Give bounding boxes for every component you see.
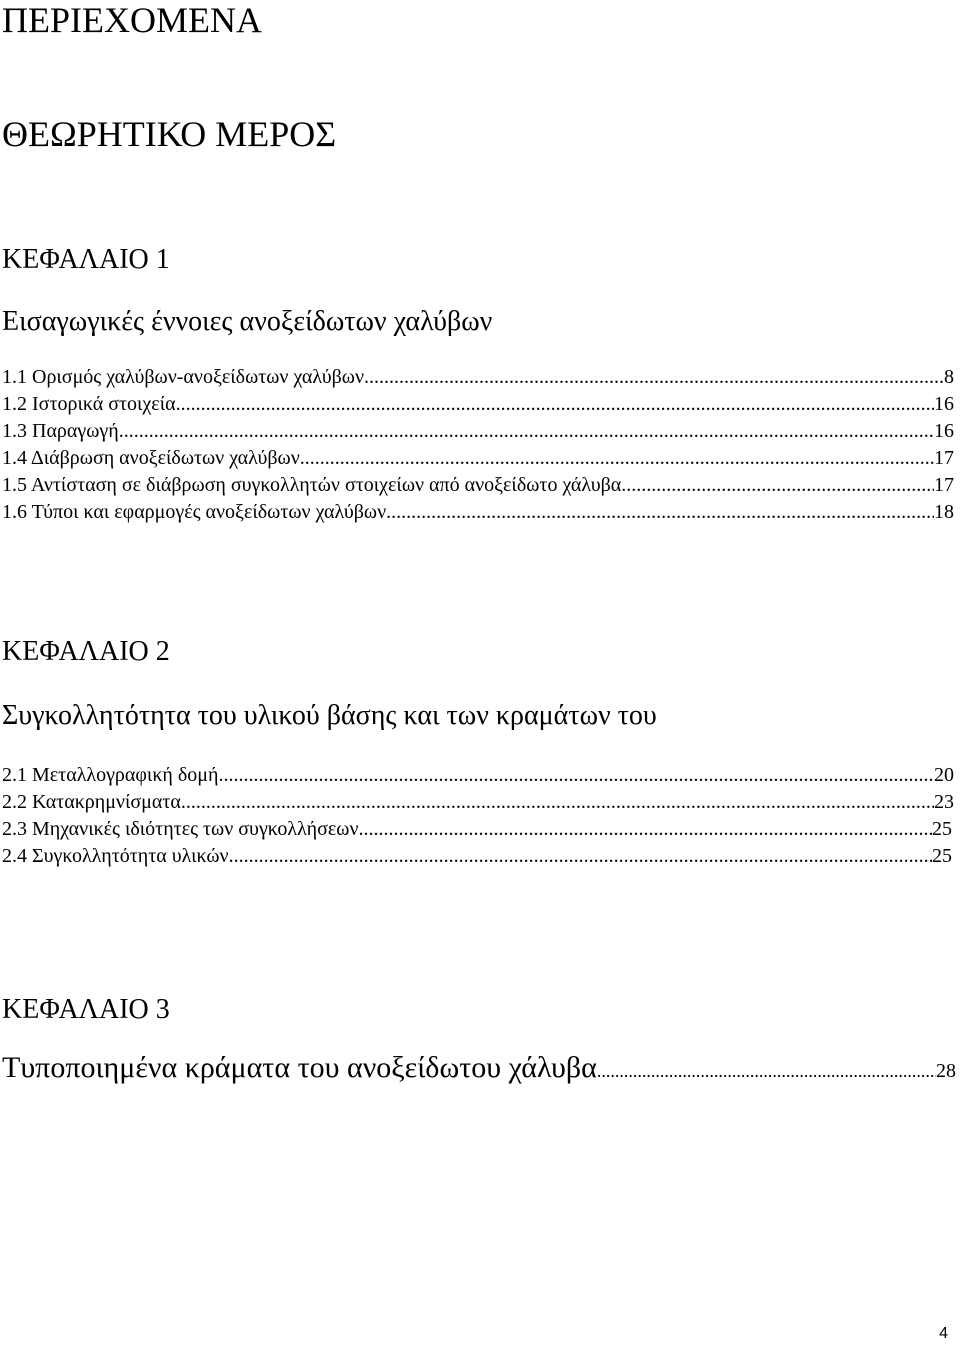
toc-entry-1-6[interactable] [2,500,954,524]
toc-entry-page: 28 [936,1060,956,1082]
toc-entry-label: 1.4 Διάβρωση ανοξείδωτων χαλύβων [2,447,300,469]
dot-leader [229,844,932,868]
dot-leader [176,392,934,416]
toc-entry-1-1[interactable] [2,365,954,389]
toc-entry-1-3[interactable] [2,419,954,443]
dot-leader [119,419,934,443]
toc-entry-page: 23 [934,791,954,813]
dot-leader [621,473,934,497]
toc-entry-label: 2.2 Κατακρημνίσματα [2,791,181,813]
toc-entry-2-2[interactable] [2,790,954,814]
toc-entry-label: 2.4 Συγκολλητότητα υλικών [2,845,229,867]
chapter-1-heading: ΚΕΦΑΛΑΙΟ 1 [2,244,170,275]
toc-entry-page: 17 [934,474,954,496]
toc-entry-label: 2.3 Μηχανικές ιδιότητες των συγκολλήσεων [2,818,359,840]
toc-entry-page: 8 [944,366,954,388]
dot-leader [218,763,934,787]
chapter-3-subtitle: Τυποποιημένα κράματα του ανοξείδωτου χάλυβα [2,1051,597,1084]
chapter-2-subtitle: Συγκολλητότητα του υλικού βάσης και των κραμάτων του [2,700,657,731]
toc-entry-label: 1.3 Παραγωγή [2,420,119,442]
toc-entry-page: 25 [932,845,952,867]
chapter-3-heading: ΚΕΦΑΛΑΙΟ 3 [2,994,170,1025]
toc-entry-label: 1.6 Τύποι και εφαρμογές ανοξείδωτων χαλύβων [2,501,387,523]
toc-entry-page: 17 [934,447,954,469]
toc-entry-label: 1.5 Αντίσταση σε διάβρωση συγκολλητών στοιχείων από ανοξείδωτο χάλυβα [2,474,622,496]
toc-entry-2-1[interactable] [2,763,954,787]
dot-leader [364,365,944,389]
toc-entry-label: 2.1 Μεταλλογραφική δομή [2,764,219,786]
chapter-2-heading: ΚΕΦΑΛΑΙΟ 2 [2,636,170,667]
toc-entry-1-4[interactable] [2,446,954,470]
dot-leader [386,500,934,524]
toc-entry-page: 16 [934,420,954,442]
dot-leader [597,1061,936,1082]
toc-entry-1-5[interactable] [2,473,954,497]
chapter-1-subtitle: Εισαγωγικές έννοιες ανοξείδωτων χαλύβων [2,306,493,337]
toc-entry-page: 16 [934,393,954,415]
dot-leader [358,817,932,841]
toc-entry-2-3[interactable] [2,817,952,841]
toc-title: ΠΕΡΙΕΧΟΜΕΝΑ [2,0,262,40]
toc-entry-page: 25 [932,818,952,840]
dot-leader [300,446,934,470]
toc-entry-1-2[interactable] [2,392,954,416]
part-title: ΘΕΩΡΗΤΙΚΟ ΜΕΡΟΣ [2,114,337,154]
toc-entry-label: 1.2 Ιστορικά στοιχεία [2,393,176,415]
page-number: 4 [939,1325,948,1342]
toc-entry-page: 18 [934,501,954,523]
toc-entry-label: 1.1 Ορισμός χαλύβων-ανοξείδωτων χαλύβων [2,366,365,388]
dot-leader [181,790,934,814]
toc-entry-chapter-3[interactable] [2,1048,956,1088]
toc-entry-2-4[interactable] [2,844,952,868]
toc-entry-page: 20 [934,764,954,786]
